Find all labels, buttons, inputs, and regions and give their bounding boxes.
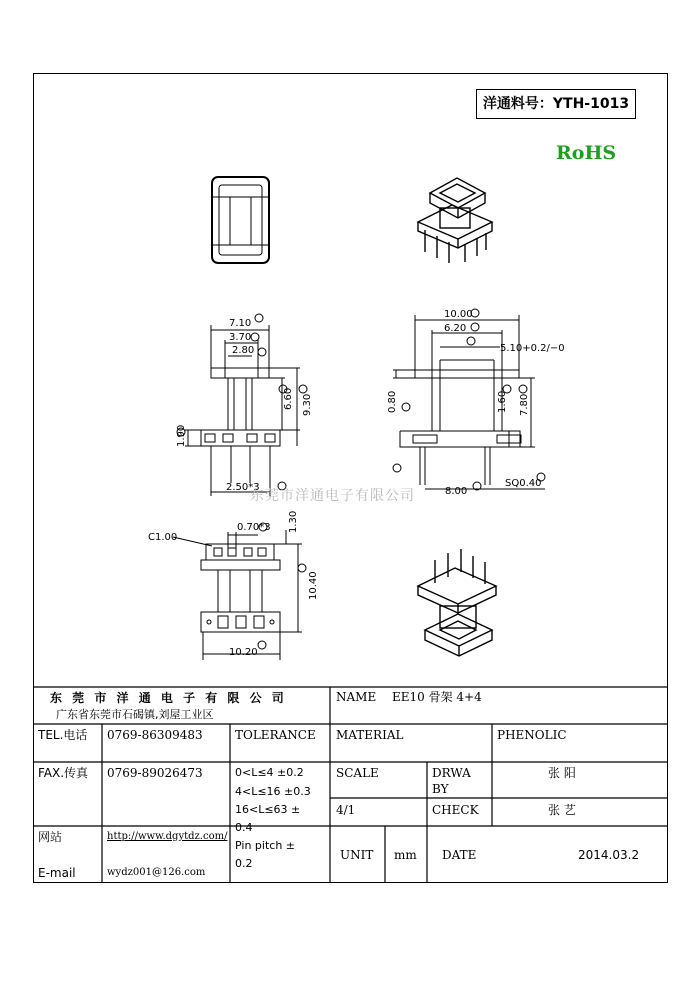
material-value: PHENOLIC	[497, 728, 567, 742]
name-value: EE10 骨架 4+4	[392, 690, 482, 704]
company-name: 东 莞 市 洋 通 电 子 有 限 公 司	[50, 691, 287, 705]
website-label: 网站	[38, 830, 63, 844]
tolerance-line-6: 0.2	[235, 857, 253, 870]
company-watermark: 东莞市洋通电子有限公司	[250, 488, 415, 504]
check-value: 张 艺	[548, 803, 576, 817]
tolerance-line-3: 16<L≤63 ±	[235, 803, 301, 816]
top-view	[212, 177, 269, 263]
email-value: wydz001@126.com	[107, 867, 206, 878]
dim-6-20: 6.20	[444, 323, 467, 334]
tolerance-line-4: 0.4	[235, 821, 253, 834]
dim-1-90: 1.90	[176, 424, 187, 447]
drawn-by-value: 张 阳	[548, 766, 576, 780]
tolerance-label: TOLERANCE	[235, 728, 316, 742]
dim-1-30: 1.30	[288, 510, 299, 533]
dim-10-40: 10.40	[308, 571, 319, 600]
material-label: MATERIAL	[336, 728, 404, 742]
iso-view-top	[418, 178, 492, 263]
company-address: 广东省东莞市石碣镇,刘屋工业区	[56, 708, 214, 721]
dim-c-1-00: C1.00	[148, 532, 178, 543]
part-number-box: 洋通料号：YTH-1013	[476, 89, 636, 119]
dim-2-50x3: 2.50*3	[226, 482, 260, 493]
unit-value: mm	[394, 848, 417, 862]
dim-6-60: 6.60	[283, 387, 294, 410]
date-value: 2014.03.2	[578, 848, 640, 862]
bottom-view	[173, 523, 306, 660]
dim-9-30: 9.30	[302, 393, 313, 416]
dim-0-80: 0.80	[387, 390, 398, 413]
iso-view-bottom	[418, 549, 496, 656]
email-label: E-mail	[38, 866, 76, 880]
unit-label: UNIT	[340, 848, 374, 862]
dim-7-80: 7.80	[519, 393, 530, 416]
dim-3-70: 3.70	[229, 332, 252, 343]
name-label: NAME	[336, 690, 377, 704]
dim-sq-0-40: SQ0.40	[505, 478, 542, 489]
date-label: DATE	[442, 848, 477, 862]
dim-5-10: 5.10+0.2/−0	[500, 343, 565, 354]
tolerance-line-1: 0<L≤4 ±0.2	[235, 766, 304, 779]
check-label: CHECK	[432, 803, 479, 817]
dim-10-20: 10.20	[229, 647, 258, 658]
dim-0-70x3: 0.70*3	[237, 522, 271, 533]
tel-value: 0769-86309483	[107, 728, 203, 742]
tolerance-line-5: Pin pitch ±	[235, 839, 296, 852]
scale-label: SCALE	[336, 766, 379, 780]
dim-8-00: 8.00	[445, 486, 468, 497]
fax-label: FAX.传真	[38, 766, 89, 780]
website-link[interactable]: http://www.dgytdz.com/	[107, 831, 228, 842]
dim-7-10: 7.10	[229, 318, 252, 329]
tel-label: TEL.电话	[38, 728, 88, 742]
dim-1-60: 1.60	[497, 390, 508, 413]
rohs-mark: RoHS	[556, 142, 617, 164]
fax-value: 0769-89026473	[107, 766, 203, 780]
drawn-label-line-1: DRWA	[432, 766, 471, 780]
drawn-label-line-2: BY	[432, 782, 449, 796]
scale-value: 4/1	[336, 803, 356, 817]
dim-10-00: 10.00	[444, 309, 473, 320]
tolerance-line-2: 4<L≤16 ±0.3	[235, 785, 311, 798]
dim-2-80: 2.80	[232, 345, 255, 356]
